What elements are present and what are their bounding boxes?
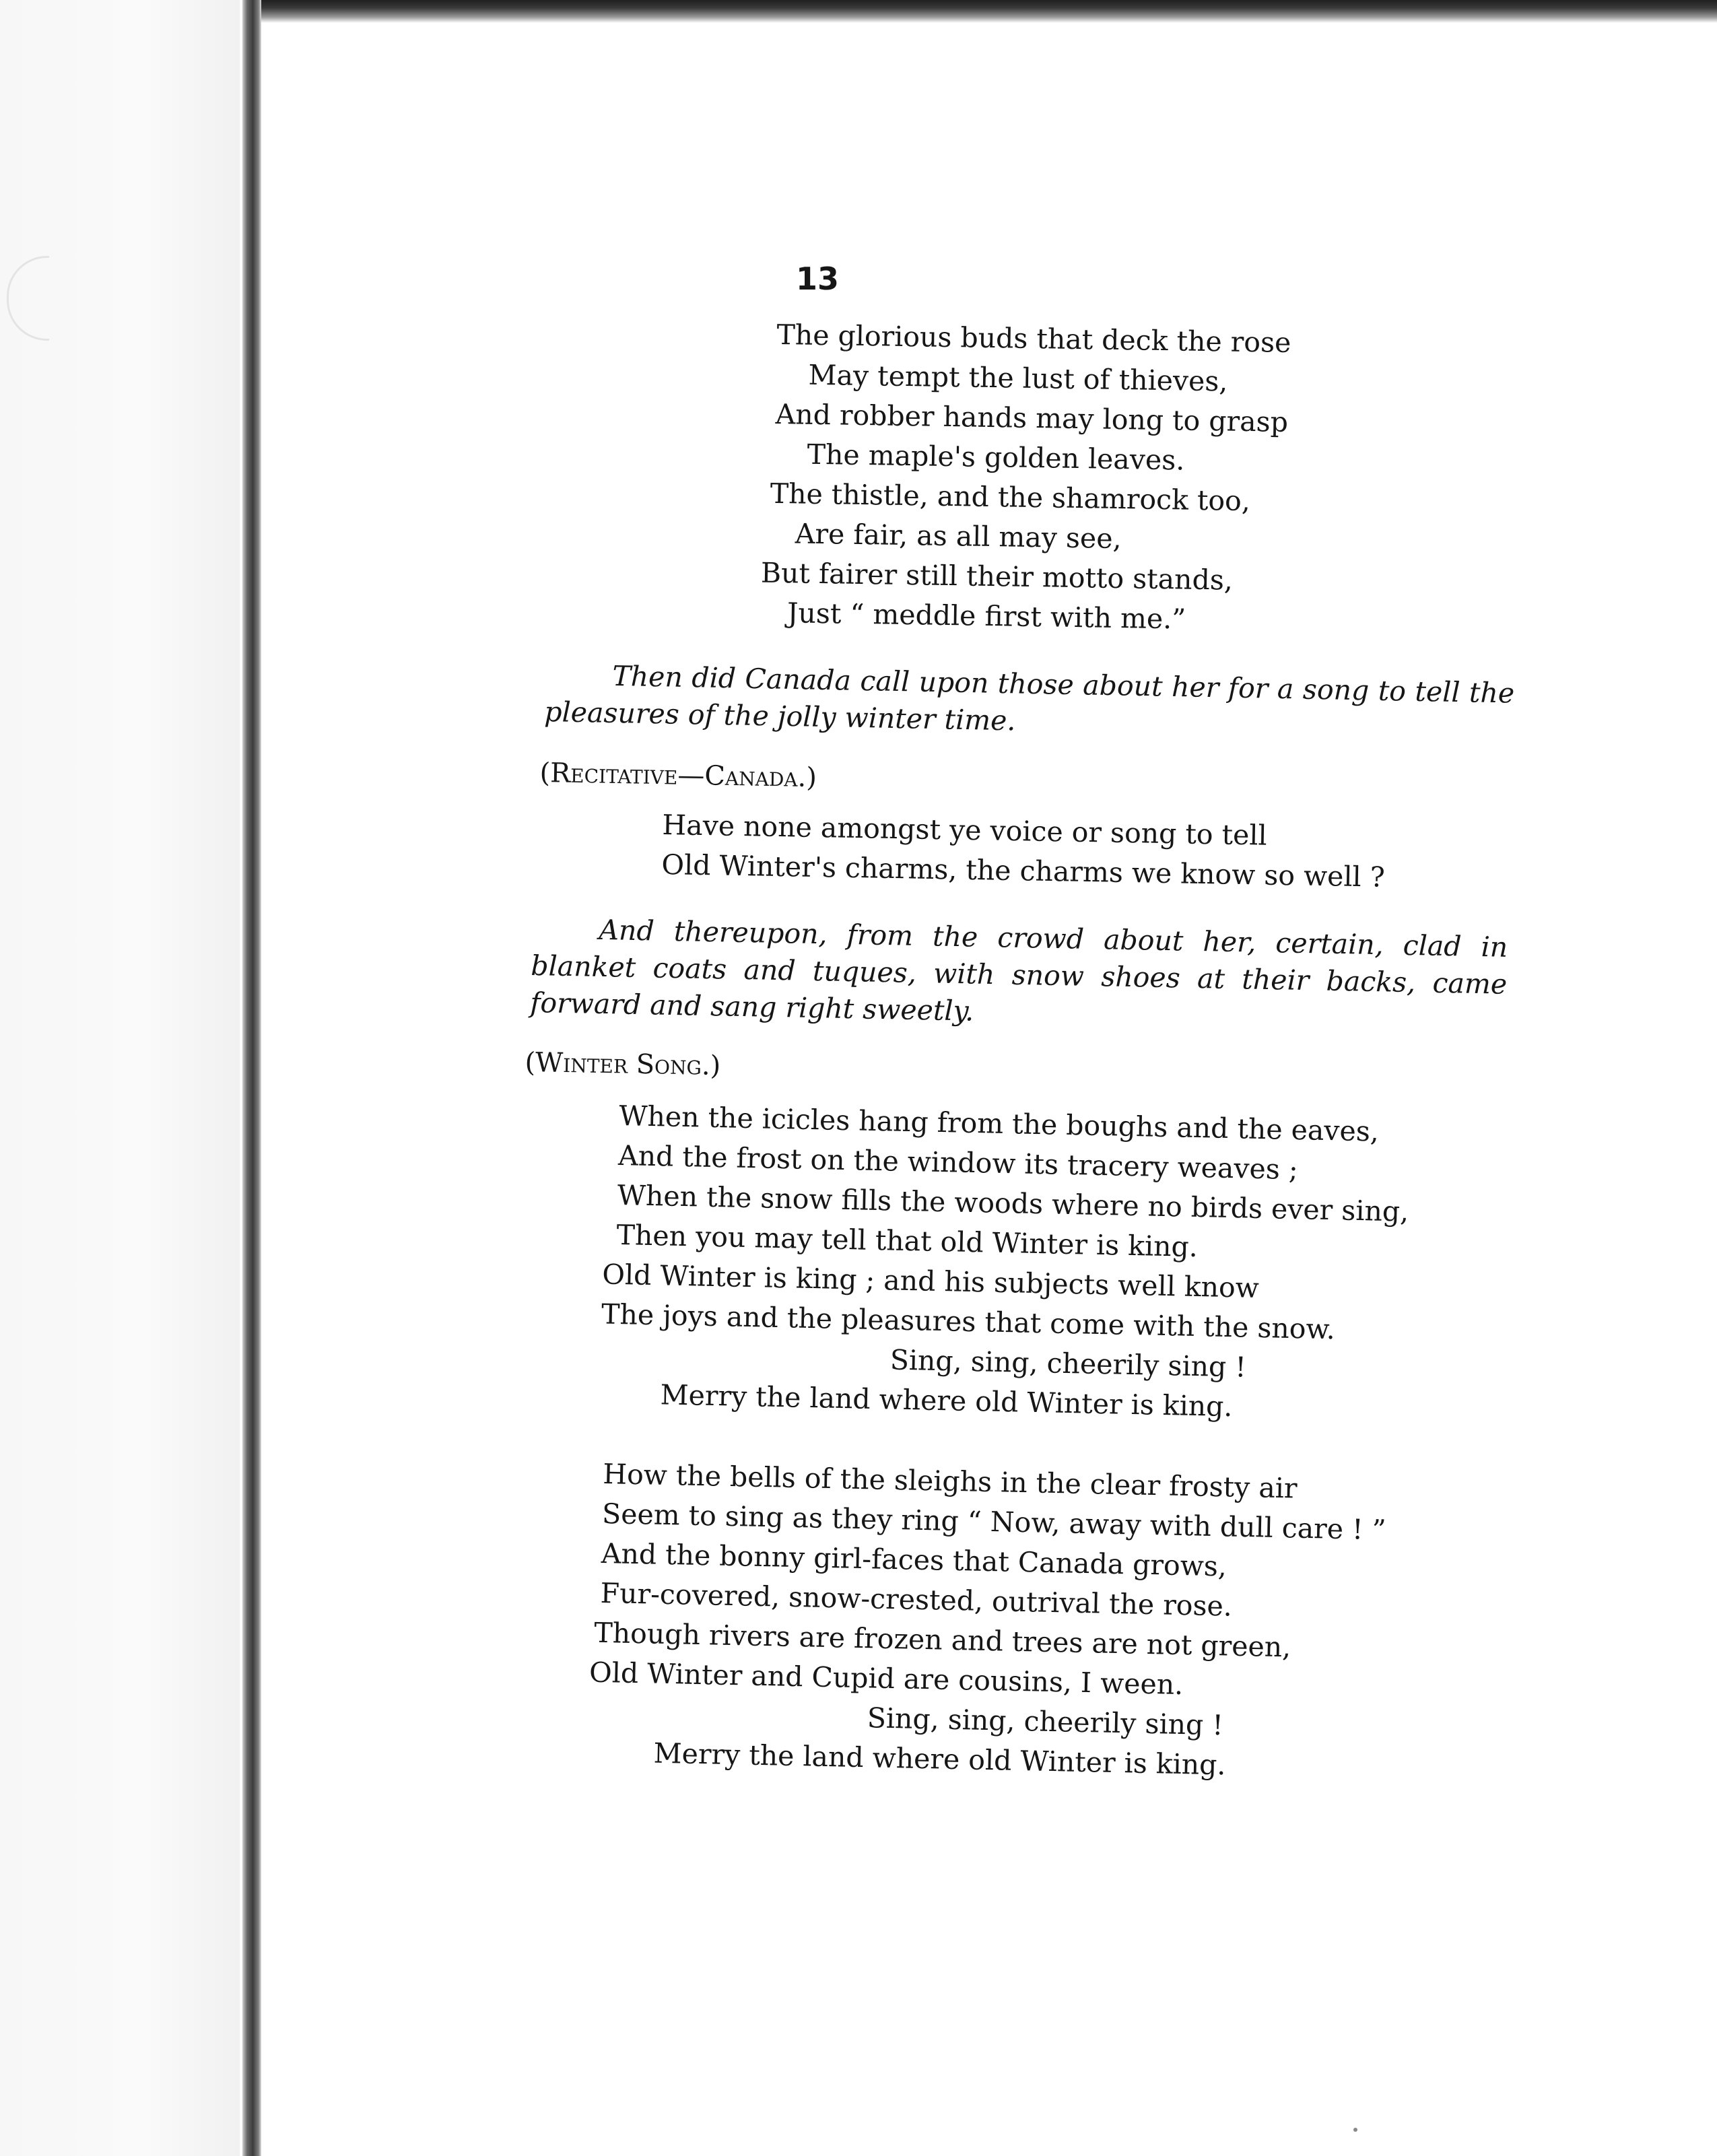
refrain-line: Merry the land where old Winter is king. bbox=[660, 1378, 1233, 1423]
verse-line: The glorious buds that deck the rose bbox=[776, 318, 1291, 359]
verse-line: Fur-covered, snow-crested, outrival the rose. bbox=[600, 1576, 1233, 1623]
recitative-verse bbox=[661, 805, 1386, 898]
stanza-rose bbox=[760, 315, 1291, 641]
verse-line: When the icicles hang from the boughs and the eaves, bbox=[618, 1099, 1380, 1148]
verse-line: Old Winter and Cupid are cousins, I ween. bbox=[588, 1656, 1184, 1702]
page-number: 13 bbox=[795, 261, 839, 297]
verse-line: Old Winter's charms, the charms we know so well ? bbox=[661, 848, 1386, 894]
top-scan-shadow bbox=[261, 0, 1717, 23]
verse-line: But fairer still their motto stands, bbox=[760, 556, 1234, 597]
refrain-line: Sing, sing, cheerily sing ! bbox=[867, 1702, 1224, 1742]
verse-line: And the frost on the window its tracery weaves ; bbox=[617, 1139, 1299, 1186]
verse-line: Seem to sing as they ring “ Now, away with dull care ! ” bbox=[601, 1497, 1387, 1547]
verse-line: The thistle, and the shamrock too, bbox=[770, 477, 1251, 518]
verse-line: The joys and the pleasures that come with the snow. bbox=[601, 1298, 1336, 1346]
section-heading-recitative: (Recitative—Canada.) bbox=[539, 757, 817, 794]
verse-line: The maple's golden leaves. bbox=[807, 438, 1185, 477]
book-spine-edge bbox=[242, 0, 261, 2156]
verse-line: Then you may tell that old Winter is king. bbox=[616, 1218, 1199, 1264]
prose-text: Then did Canada call upon those about her for a song to tell the pleasures of the jolly winter time. bbox=[543, 659, 1515, 737]
refrain-line: Sing, sing, cheerily sing ! bbox=[889, 1343, 1247, 1384]
verse-line: Old Winter is king ; and his subjects well know bbox=[601, 1258, 1260, 1304]
verse-line: How the bells of the sleighs in the clear frosty air bbox=[602, 1457, 1298, 1505]
verse-line: And the bonny girl-faces that Canada grows, bbox=[601, 1537, 1227, 1583]
verse-line: Though rivers are frozen and trees are not green, bbox=[593, 1616, 1291, 1664]
verse-line: And robber hands may long to grasp bbox=[775, 397, 1289, 438]
verse-line: Are fair, as all may see, bbox=[795, 517, 1122, 555]
scan-speck bbox=[1353, 2128, 1357, 2132]
verse-line: When the snow fills the woods where no birds ever sing, bbox=[617, 1178, 1409, 1228]
verse-line: Have none amongst ye voice or song to tell bbox=[662, 808, 1267, 852]
verse-line: Just “ meddle first with me.” bbox=[786, 597, 1186, 636]
refrain-line: Merry the land where old Winter is king. bbox=[653, 1737, 1226, 1782]
winter-song-verse-1 bbox=[601, 1096, 1411, 1431]
winter-song-verse-2 bbox=[588, 1454, 1387, 1788]
prose-paragraph-thereupon bbox=[530, 910, 1508, 1040]
verse-line: May tempt the lust of thieves, bbox=[808, 358, 1228, 398]
section-heading-winter-song: (Winter Song.) bbox=[525, 1046, 721, 1082]
prose-text: And thereupon, from the crowd about her, certain, clad in blanket coats and tuques, with snow shoes at their backs, came forward and sang right sweetly. bbox=[529, 913, 1508, 1028]
